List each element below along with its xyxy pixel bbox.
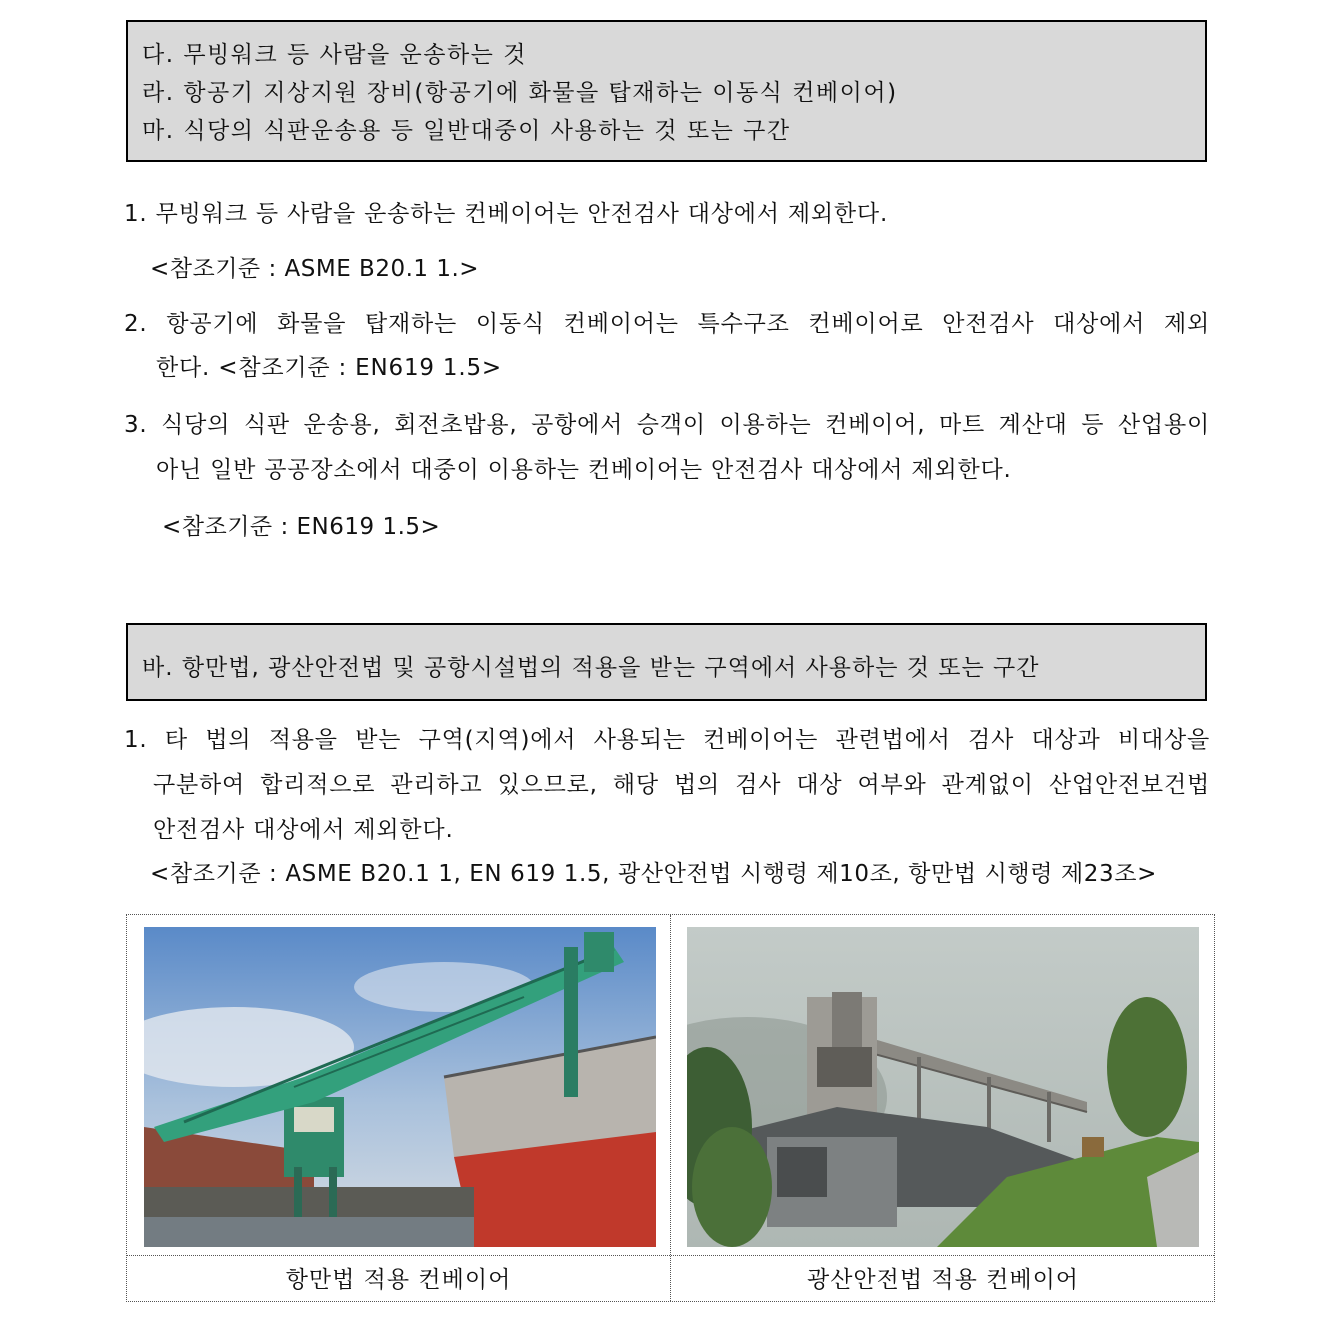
section1-item1: 1. 무빙워크 등 사람을 운송하는 컨베이어는 안전검사 대상에서 제외한다.: [124, 201, 889, 227]
mine-conveyor-photo: [687, 927, 1199, 1247]
section1-item3-line2: 아닌 일반 공공장소에서 대중이 이용하는 컨베이어는 안전검사 대상에서 제외한다.: [156, 457, 1012, 483]
section1-item2-line1: 2. 항공기에 화물을 탑재하는 이동식 컨베이어는 특수구조 컨베이어로 안전검사 대상에서 제외: [124, 311, 1210, 337]
section2-item1-line1: 1. 타 법의 적용을 받는 구역(지역)에서 사용되는 컨베이어는 관련법에서 검사 대상과 비대상을: [124, 727, 1210, 753]
section2-item1-line2: 구분하여 합리적으로 관리하고 있으므로, 해당 법의 검사 대상 여부와 관계없이 산업안전보건법: [153, 772, 1210, 798]
port-conveyor-caption: 항만법 적용 컨베이어: [285, 1267, 512, 1293]
section1-item3-reference: <참조기준 : EN619 1.5>: [162, 514, 441, 540]
port-conveyor-photo: [144, 927, 656, 1247]
exclusion-item-da: 다. 무빙워크 등 사람을 운송하는 것: [142, 42, 527, 68]
exclusion-list-box-2: [126, 623, 1207, 701]
mine-conveyor-caption: 광산안전법 적용 컨베이어: [806, 1267, 1080, 1293]
section1-item1-reference: <참조기준 : ASME B20.1 1.>: [150, 256, 480, 282]
table-column-divider: [670, 915, 671, 1301]
table-row-divider: [127, 1255, 1214, 1256]
section2-item1-reference: <참조기준 : ASME B20.1 1, EN 619 1.5, 광산안전법 시행령 제10조, 항만법 시행령 제23조>: [150, 861, 1157, 887]
photo-table: [126, 914, 1215, 1302]
section1-item2-line2: 한다. <참조기준 : EN619 1.5>: [156, 355, 502, 381]
exclusion-item-ba: 바. 항만법, 광산안전법 및 공항시설법의 적용을 받는 구역에서 사용하는 것 또는 구간: [142, 655, 1040, 681]
section2-item1-line3: 안전검사 대상에서 제외한다.: [153, 817, 454, 843]
exclusion-item-ma: 마. 식당의 식판운송용 등 일반대중이 사용하는 것 또는 구간: [142, 118, 791, 144]
exclusion-list-box-1: [126, 20, 1207, 162]
section1-item3-line1: 3. 식당의 식판 운송용, 회전초밥용, 공항에서 승객이 이용하는 컨베이어, 마트 계산대 등 산업용이: [124, 412, 1210, 438]
exclusion-item-ra: 라. 항공기 지상지원 장비(항공기에 화물을 탑재하는 이동식 컨베이어): [142, 80, 898, 106]
